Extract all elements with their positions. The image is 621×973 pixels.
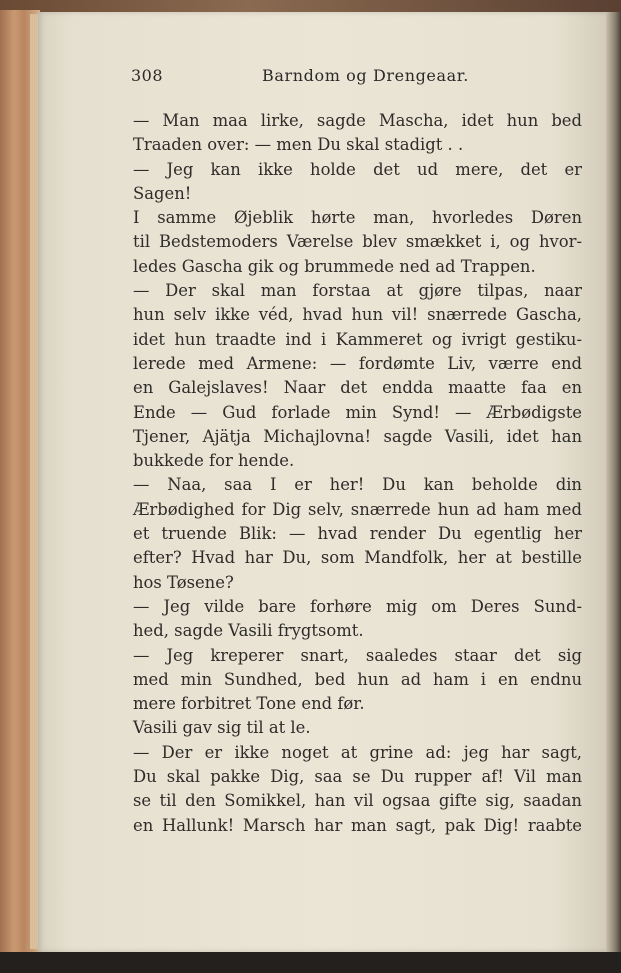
text-line: bukkede for hende. xyxy=(133,451,295,471)
page-number: 308 xyxy=(131,66,164,85)
text-line: — Naa, saa I er her! Du kan beholde din xyxy=(133,475,582,495)
text-line: med min Sundhed, bed hun ad ham i en endnu xyxy=(133,669,582,689)
text-line: — Der er ikke noget at grine ad: jeg har sagt, xyxy=(133,742,582,762)
text-line: Traaden over: — men Du skal stadigt . . xyxy=(133,135,464,155)
text-line: se til den Somikkel, han vil ogsaa gifte sig, saadan xyxy=(133,791,582,811)
text-line: — Jeg kreperer snart, saaledes staar det sig xyxy=(133,645,582,665)
text-line: en Galejslaves! Naar det endda maatte faa en xyxy=(133,378,582,398)
page-right-edge xyxy=(606,12,621,952)
running-head xyxy=(131,66,581,88)
body-text xyxy=(133,109,582,838)
text-line: Vasili gav sig til at le. xyxy=(133,718,311,738)
text-line: — Der skal man forstaa at gjøre tilpas, naar xyxy=(133,281,582,301)
text-line: mere forbitret Tone end før. xyxy=(133,694,365,714)
running-title: Barndom og Drengeaar. xyxy=(262,66,469,85)
text-line: til Bedstemoders Værelse blev smækket i, og hvor- xyxy=(133,232,582,252)
text-line: ledes Gascha gik og brummede ned ad Trappen. xyxy=(133,256,536,276)
text-line: idet hun traadte ind i Kammeret og ivrigt gestiku- xyxy=(133,329,582,349)
text-line: Tjener, Ajätja Michajlovna! sagde Vasili, idet han xyxy=(133,426,582,446)
bottom-shadow xyxy=(0,952,621,973)
text-line: — Jeg vilde bare forhøre mig om Deres Sund- xyxy=(133,596,582,616)
text-line: hed, sagde Vasili frygtsomt. xyxy=(133,621,364,641)
text-line: hos Tøsene? xyxy=(133,572,234,592)
text-line: Du skal pakke Dig, saa se Du rupper af! Vil man xyxy=(133,767,582,787)
text-line: efter? Hvad har Du, som Mandfolk, her at bestille xyxy=(133,548,582,568)
text-line: — Man maa lirke, sagde Mascha, idet hun bed xyxy=(133,111,582,130)
text-line: I samme Øjeblik hørte man, hvorledes Døren xyxy=(133,208,582,228)
text-line: lerede med Armene: — fordømte Liv, værre end xyxy=(133,353,582,373)
text-line: Ærbødighed for Dig selv, snærrede hun ad ham med xyxy=(133,499,582,519)
text-line: Ende — Gud forlade min Synd! — Ærbødigste xyxy=(133,402,582,422)
text-line: en Hallunk! Marsch har man sagt, pak Dig! raabte xyxy=(133,815,582,835)
text-line: et truende Blik: — hvad render Du egentlig her xyxy=(133,524,582,544)
book-cover-top-edge xyxy=(0,0,621,12)
text-line: hun selv ikke véd, hvad hun vil! snærrede Gascha, xyxy=(133,305,582,325)
text-line: Sagen! xyxy=(133,183,192,203)
text-line: — Jeg kan ikke holde det ud mere, det er xyxy=(133,159,582,179)
